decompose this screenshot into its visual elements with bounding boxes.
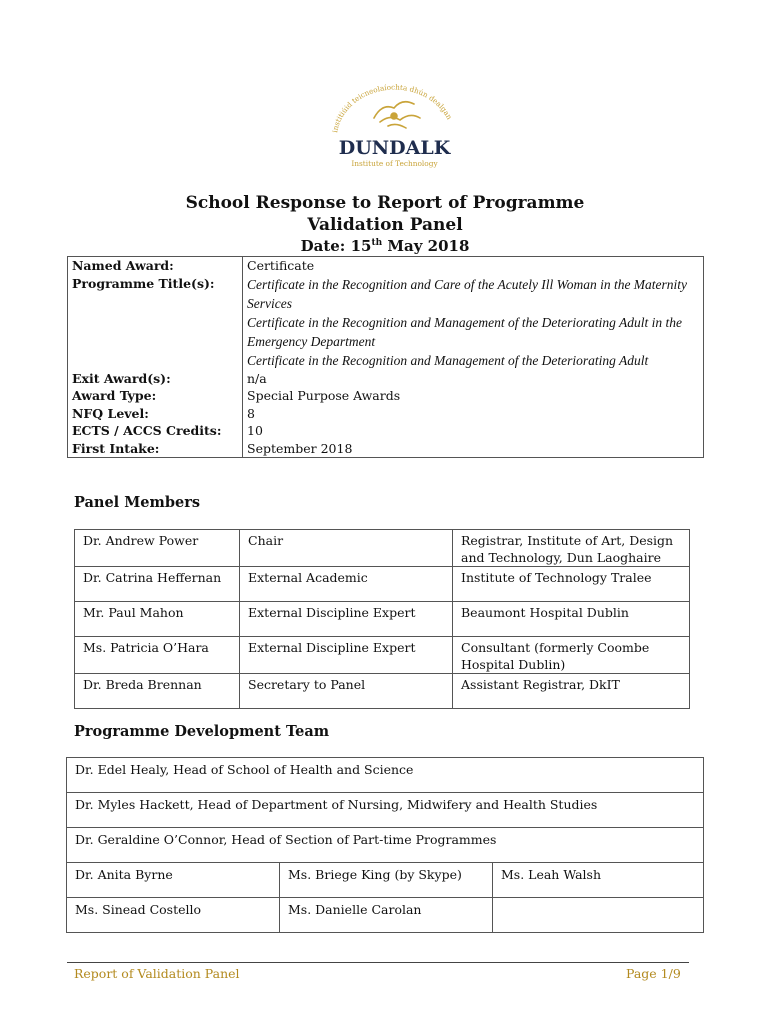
first-intake-label: First Intake:	[68, 440, 243, 458]
nfq-level-label: NFQ Level:	[68, 405, 243, 423]
exit-awards-value: n/a	[247, 370, 267, 386]
table-row	[68, 370, 704, 388]
award-type-label: Award Type:	[68, 387, 243, 405]
member-role: External Discipline Expert	[240, 602, 453, 637]
table-row	[68, 275, 704, 370]
programme-title-1: Certificate in the Recognition and Care of the Acutely Ill Woman in the Maternity Services	[247, 276, 688, 311]
panel-members-table	[74, 529, 690, 709]
award-type-value: Special Purpose Awards	[247, 388, 401, 403]
dundalk-logo	[322, 78, 467, 173]
named-award-label: Named Award:	[68, 257, 243, 275]
logo-arc-text: institiúid teicneolaíochta dhún dealgan	[330, 82, 455, 134]
named-award-value: Certificate	[247, 258, 315, 273]
table-row	[67, 828, 704, 863]
member-name: Dr. Andrew Power	[75, 530, 240, 567]
footer-document-name: Report of Validation Panel	[74, 966, 240, 981]
member-organisation: Consultant (formerly Coombe Hospital Dublin)	[453, 637, 690, 674]
panel-members-heading: Panel Members	[74, 494, 201, 511]
table-row	[75, 602, 690, 637]
logo-subtitle: Institute of Technology	[351, 159, 438, 168]
member-organisation: Assistant Registrar, DkIT	[453, 674, 690, 709]
team-member-cell: Ms. Danielle Carolan	[280, 898, 493, 933]
date-rest: May 2018	[382, 237, 470, 255]
member-role: Secretary to Panel	[240, 674, 453, 709]
member-name: Dr. Breda Brennan	[75, 674, 240, 709]
programme-titles-label: Programme Title(s):	[68, 275, 243, 370]
ects-value: 10	[247, 423, 263, 438]
page-title-line-1: School Response to Report of Programme	[185, 193, 585, 213]
date-suffix-ordinal: th	[371, 238, 383, 248]
team-member-cell: Ms. Briege King (by Skype)	[280, 863, 493, 898]
logo-name: DUNDALK	[338, 137, 451, 159]
team-member-full-row: Dr. Myles Hackett, Head of Department of Nursing, Midwifery and Health Studies	[67, 793, 704, 828]
bird-emblem-icon	[374, 102, 420, 128]
date-prefix: Date: 15	[300, 237, 372, 255]
development-team-table	[66, 757, 704, 933]
first-intake-value: September 2018	[243, 440, 704, 458]
table-row	[67, 758, 704, 793]
member-name: Dr. Catrina Heffernan	[75, 567, 240, 602]
team-member-full-row: Dr. Geraldine O’Connor, Head of Section of Part-time Programmes	[67, 828, 704, 863]
table-row	[68, 422, 704, 440]
member-role: Chair	[240, 530, 453, 567]
team-member-cell: Ms. Sinead Costello	[67, 898, 280, 933]
exit-awards-label: Exit Award(s):	[68, 370, 243, 388]
document-date	[0, 237, 770, 255]
programme-title-3: Certificate in the Recognition and Management of the Deteriorating Adult	[247, 352, 649, 368]
table-row	[75, 567, 690, 602]
table-row	[68, 387, 704, 405]
member-name: Ms. Patricia O’Hara	[75, 637, 240, 674]
programme-titles-values	[243, 275, 704, 370]
table-row	[67, 793, 704, 828]
member-name: Mr. Paul Mahon	[75, 602, 240, 637]
footer-page-number: Page 1/9	[626, 966, 681, 981]
ects-label: ECTS / ACCS Credits:	[68, 422, 243, 440]
footer-divider	[67, 962, 689, 963]
team-member-cell: Dr. Anita Byrne	[67, 863, 280, 898]
development-team-heading: Programme Development Team	[74, 723, 330, 740]
table-row	[68, 257, 704, 275]
member-organisation: Beaumont Hospital Dublin	[453, 602, 690, 637]
page-title-line-2: Validation Panel	[307, 215, 463, 235]
team-member-cell-empty	[493, 898, 704, 933]
table-row	[68, 440, 704, 458]
member-role: External Academic	[240, 567, 453, 602]
programme-title-2: Certificate in the Recognition and Management of the Deteriorating Adult in the Emergency Department	[247, 314, 683, 349]
member-organisation: Institute of Technology Tralee	[453, 567, 690, 602]
member-role: External Discipline Expert	[240, 637, 453, 674]
table-row	[75, 674, 690, 709]
team-member-cell: Ms. Leah Walsh	[493, 863, 704, 898]
table-row	[75, 637, 690, 674]
table-row	[75, 530, 690, 567]
table-row	[68, 405, 704, 423]
award-details-table	[67, 256, 704, 458]
team-member-full-row: Dr. Edel Healy, Head of School of Health and Science	[67, 758, 704, 793]
member-organisation: Registrar, Institute of Art, Design and Technology, Dun Laoghaire	[453, 530, 690, 567]
nfq-level-value: 8	[247, 405, 255, 421]
table-row	[67, 863, 704, 898]
table-row	[67, 898, 704, 933]
